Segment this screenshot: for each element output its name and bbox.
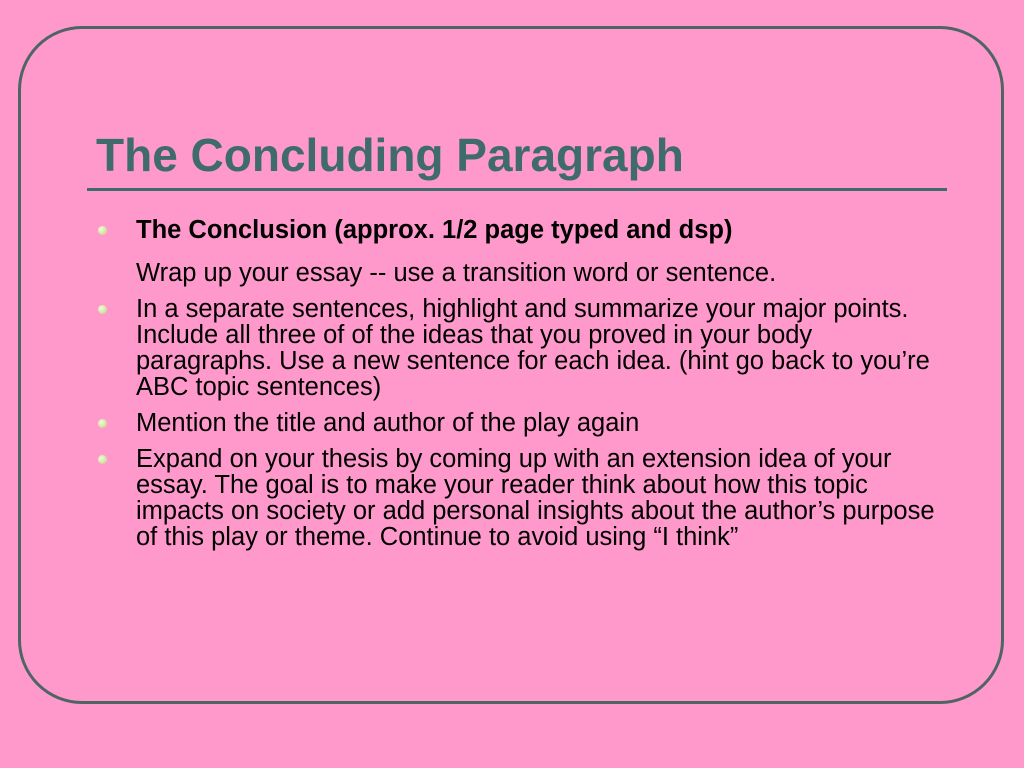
bullet-heading: The Conclusion (approx. 1/2 page typed and dsp) (136, 216, 733, 244)
bullet-dot-icon (98, 419, 107, 428)
bullet-dot-icon (98, 305, 107, 314)
slide-title: The Concluding Paragraph (96, 129, 684, 181)
bullet-item-expand-thesis (136, 446, 948, 550)
bullet-dot-icon (98, 455, 107, 464)
bullet-item-title-author (136, 410, 948, 436)
bullet-subtext: Wrap up your essay -- use a transition word or sentence. (136, 259, 777, 287)
title-underline (87, 188, 947, 191)
bullet-list (136, 214, 948, 560)
bullet-dot-icon (98, 226, 107, 235)
bullet-text: In a separate sentences, highlight and summarize your major points. Include all three of of the ideas that you proved in your body paragraphs. Use a new sentence for each idea. (hint go back to you’re ABC topic sentences) (136, 295, 930, 401)
bullet-item-conclusion (136, 214, 948, 246)
bullet-text: Mention the title and author of the play again (136, 409, 640, 437)
bullet-text: Expand on your thesis by coming up with an extension idea of your essay. The goal is to make your reader think about how this topic impacts on society or add personal insights about the author’s purpose of this play or theme. Continue to avoid using “I think” (136, 445, 935, 551)
bullet-item-summarize (136, 296, 948, 400)
